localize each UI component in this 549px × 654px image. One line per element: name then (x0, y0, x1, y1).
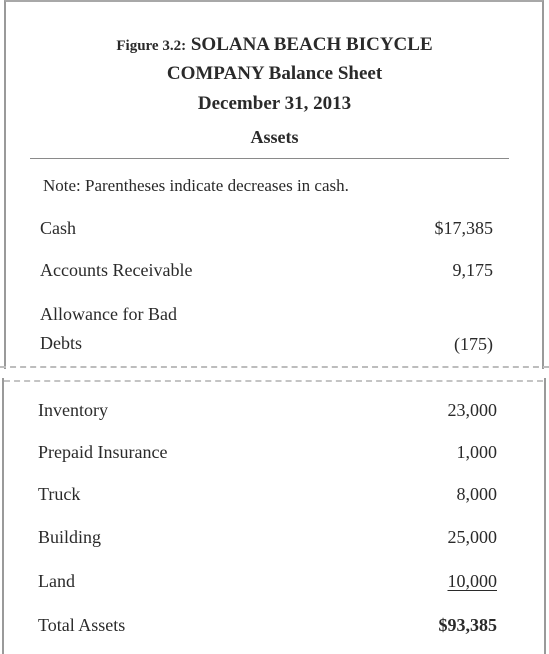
row-accounts-receivable (40, 258, 493, 282)
row-label: Accounts Receivable (40, 260, 193, 280)
company-name-line2: COMPANY Balance Sheet (166, 63, 383, 84)
row-truck (38, 482, 497, 506)
row-label: Total Assets (38, 615, 126, 635)
row-inventory (38, 398, 497, 422)
figure-label: Figure 3.2: (116, 38, 187, 54)
page-break-top-edge (0, 366, 549, 368)
section-title: Assets (250, 127, 299, 147)
row-cash (40, 216, 493, 240)
row-prepaid-insurance (38, 440, 497, 464)
row-value: 8,000 (456, 484, 497, 504)
row-value: 10,000 (447, 571, 497, 591)
page-break-bottom-edge (4, 380, 543, 382)
row-allowance-bad-debts (40, 300, 493, 356)
row-label: Land (38, 571, 75, 591)
row-label: Truck (38, 484, 81, 504)
row-land (38, 569, 497, 593)
row-label: Building (38, 527, 102, 547)
row-label: Allowance for Bad Debts (40, 304, 177, 353)
header-divider (30, 158, 509, 159)
row-value: (175) (454, 334, 493, 354)
figure-title-line1 (0, 34, 549, 56)
row-value: 9,175 (452, 260, 493, 280)
row-value: 25,000 (447, 527, 497, 547)
statement-date: December 31, 2013 (197, 93, 352, 114)
row-total-assets (38, 613, 497, 637)
row-building (38, 525, 497, 549)
row-value: 23,000 (447, 400, 497, 420)
company-name-line1: SOLANA BEACH BICYCLE (190, 34, 433, 55)
parentheses-note: Note: Parentheses indicate decreases in cash. (43, 176, 349, 195)
row-value: $17,385 (434, 218, 493, 238)
row-label: Cash (40, 218, 76, 238)
row-label: Inventory (38, 400, 108, 420)
row-value: 1,000 (456, 442, 497, 462)
row-value: $93,385 (438, 615, 497, 635)
row-label: Prepaid Insurance (38, 442, 168, 462)
